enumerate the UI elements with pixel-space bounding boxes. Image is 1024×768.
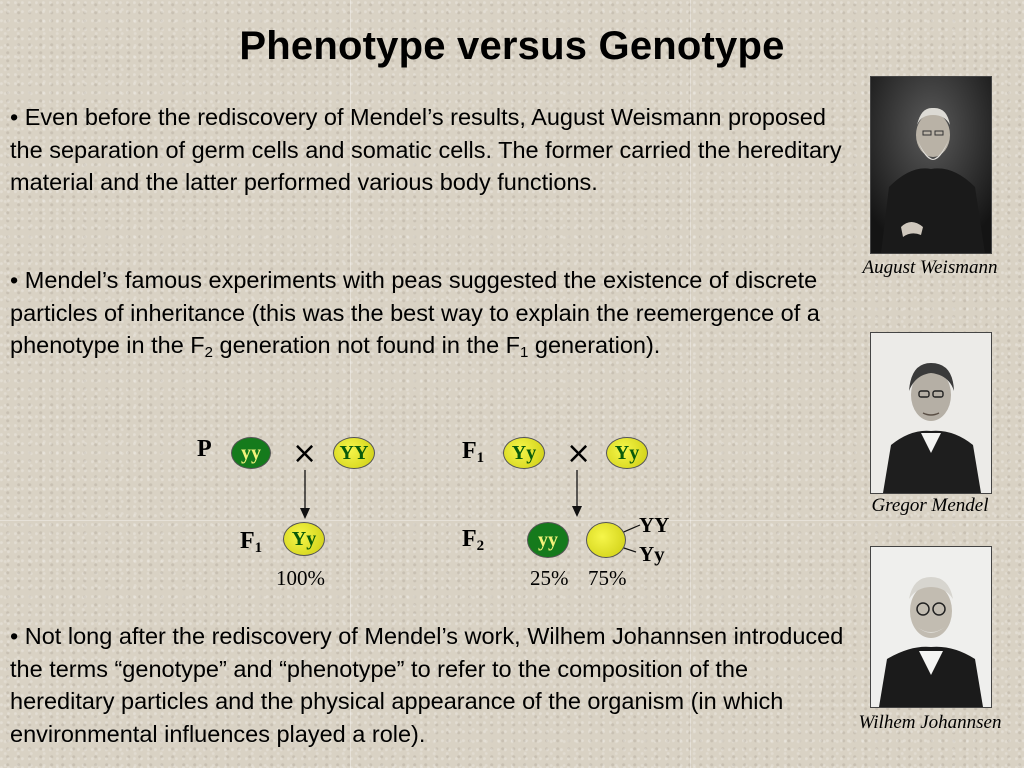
genotype-label-Yy: Yy (639, 542, 665, 566)
pea-yellow-YY: YY (333, 437, 375, 469)
mendel-caption: Gregor Mendel (871, 495, 989, 516)
generation-label-f1-right (462, 438, 484, 465)
arrowhead-right (572, 506, 582, 517)
percent-100: 100% (276, 566, 325, 590)
percent-25: 25% (530, 566, 569, 590)
generation-letter: F (462, 526, 477, 552)
generation-sub: 2 (476, 538, 485, 554)
genotype-label-YY: YY (639, 513, 670, 537)
generation-letter: F (462, 438, 477, 464)
pea-yellow-f2 (586, 522, 626, 558)
pea-yellow-Yy-parent2: Yy (606, 437, 648, 469)
weismann-caption: August Weismann (862, 257, 998, 278)
pea-yellow-Yy-parent1: Yy (503, 437, 545, 469)
cross-symbol: × (566, 436, 592, 471)
pea-green-yy: yy (231, 437, 271, 469)
paragraph-johannsen: • Not long after the rediscovery of Mendel’s work, Wilhem Johannsen introduced the terms “genotype” and “phenotype” to refer to the composition of the hereditary particles and the physical appearance of the organism (in which environmental influences played a role). (10, 623, 844, 747)
subscript: 1 (520, 344, 529, 361)
generation-letter: F (240, 528, 255, 554)
slide-title: Phenotype versus Genotype (239, 24, 785, 68)
paragraph-text: generation not found in the F (213, 332, 521, 358)
paragraph-text: generation). (528, 332, 661, 358)
generation-label-f1 (240, 528, 262, 555)
arrowhead-left (300, 508, 310, 519)
pea-green-yy-f2: yy (527, 522, 569, 558)
pea-yellow-Yy: Yy (283, 522, 325, 556)
paragraph-text: • Mendel’s famous experiments with peas suggested the existence of discrete particles of inheritance (this was the best way to explain the reemergence of a phenotype in the F (10, 267, 820, 358)
percent-75: 75% (588, 566, 627, 590)
generation-label-p: P (197, 436, 212, 462)
generation-sub: 1 (254, 540, 263, 556)
subscript: 2 (204, 344, 214, 361)
paragraph-weismann: • Even before the rediscovery of Mendel’s results, August Weismann proposed the separation of germ cells and somatic cells. The former carried the hereditary material and the latter performed various body functions. (10, 104, 842, 195)
generation-sub: 1 (476, 450, 485, 466)
johannsen-caption: Wilhem Johannsen (858, 712, 1002, 733)
generation-label-f2 (462, 526, 484, 553)
cross-symbol: × (292, 436, 318, 471)
